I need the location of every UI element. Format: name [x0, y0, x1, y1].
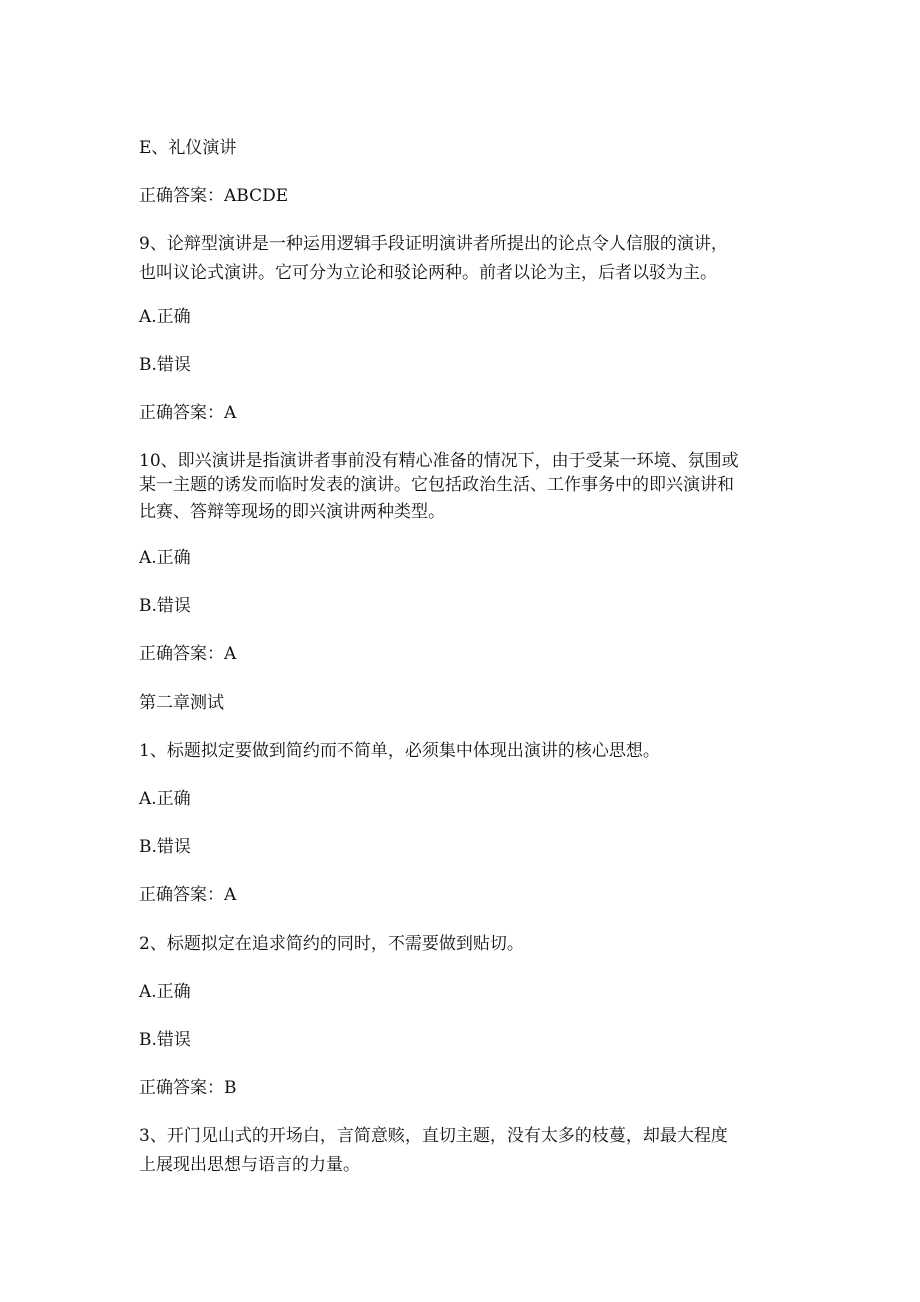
question-9-line-2: 也叫议论式演讲。它可分为立论和驳论两种。前者以论为主，后者以驳为主。: [139, 263, 717, 283]
question-10-line-2: 某一主题的诱发而临时发表的演讲。它包括政治生活、工作事务中的即兴演讲和: [139, 475, 734, 495]
option-b-line: B.错误: [139, 1030, 191, 1050]
answer-line: 正确答案：A: [139, 885, 237, 905]
answer-line: 正确答案：A: [139, 644, 237, 664]
option-a-line: A.正确: [139, 307, 191, 327]
question-3-line-1: 3、开门见山式的开场白，言简意赅，直切主题，没有太多的枝蔓，却最大程度: [139, 1126, 728, 1146]
question-10-line-3: 比赛、答辩等现场的即兴演讲两种类型。: [139, 502, 445, 522]
question-9-line-1: 9、论辩型演讲是一种运用逻辑手段证明演讲者所提出的论点令人信服的演讲，: [139, 234, 728, 254]
option-a-line: A.正确: [139, 982, 191, 1002]
option-a-line: A.正确: [139, 789, 191, 809]
answer-line: 正确答案：ABCDE: [139, 186, 289, 206]
option-e-line: E、礼仪演讲: [139, 138, 237, 158]
question-2-line: 2、标题拟定在追求简约的同时，不需要做到贴切。: [139, 934, 524, 954]
option-b-line: B.错误: [139, 355, 191, 375]
option-b-line: B.错误: [139, 837, 191, 857]
chapter-heading: 第二章测试: [139, 693, 224, 713]
option-a-line: A.正确: [139, 548, 191, 568]
option-b-line: B.错误: [139, 596, 191, 616]
question-1-line: 1、标题拟定要做到简约而不简单，必须集中体现出演讲的核心思想。: [139, 741, 660, 761]
question-3-line-2: 上展现出思想与语言的力量。: [139, 1155, 360, 1175]
answer-line: 正确答案：A: [139, 403, 237, 423]
answer-line: 正确答案：B: [139, 1078, 237, 1098]
question-10-line-1: 10、即兴演讲是指演讲者事前没有精心准备的情况下，由于受某一环境、氛围或: [139, 451, 739, 471]
